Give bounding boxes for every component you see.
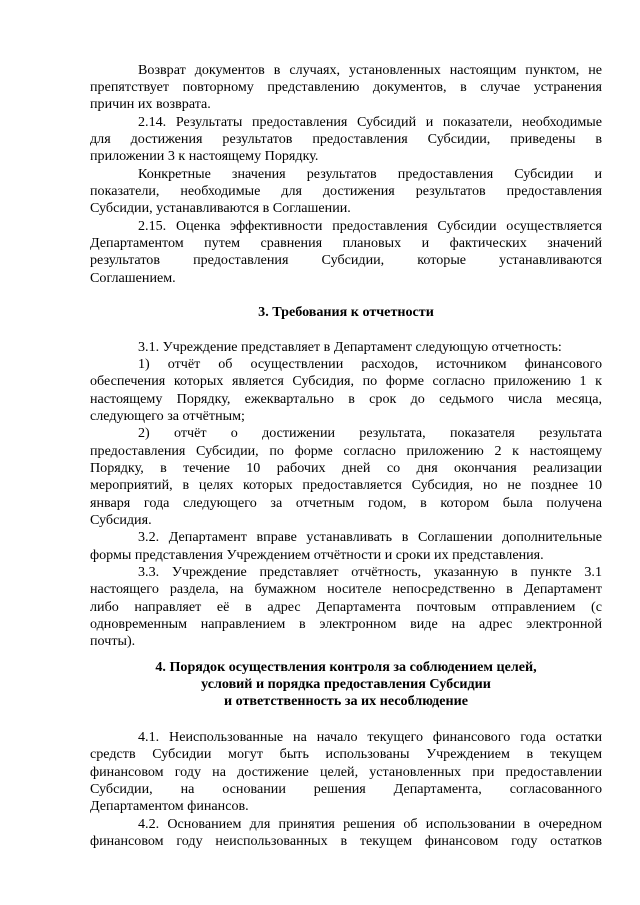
text-line: 4.1. Неиспользованные на начало текущего финансового года остатки <box>138 729 602 745</box>
text-line: приложении 3 к настоящему Порядку. <box>90 148 319 164</box>
text-line: причин их возврата. <box>90 96 211 112</box>
text-line: Департаментом финансов. <box>90 798 249 814</box>
text-line: Субсидии, устанавливаются в Соглашении. <box>90 200 351 216</box>
text-line: Департаментом путем сравнения плановых и фактических значений <box>90 235 602 251</box>
text-line: предоставления Субсидии, по форме согласно приложению 2 к настоящему <box>90 443 602 459</box>
text-line: следующего за отчётным; <box>90 408 245 424</box>
text-line: 4.2. Основанием для принятия решения об использовании в очередном <box>138 816 602 832</box>
text-line: настоящему Порядку, ежеквартально в срок до седьмого числа месяца, <box>90 391 602 407</box>
text-line: 3.3. Учреждение представляет отчётность, указанную в пункте 3.1 <box>138 564 602 580</box>
text-line: почты). <box>90 633 136 649</box>
text-line: препятствует повторному представлению документов, в случае устранения <box>90 79 602 95</box>
text-line: показатели, необходимые для достижения результатов предоставления <box>90 183 602 199</box>
text-line: финансовом году на достижение целей, установленных при предоставлении <box>90 764 602 780</box>
text-line: формы представления Учреждением отчётности и сроки их представления. <box>90 547 544 563</box>
text-line: 2.14. Результаты предоставления Субсидий и показатели, необходимые <box>138 114 602 130</box>
section-heading: условий и порядка предоставления Субсидии <box>201 676 491 692</box>
text-line: Субсидии, на основании решения Департамента, согласованного <box>90 781 602 797</box>
text-line: мероприятий, в целях которых предоставляется Субсидия, но не позднее 10 <box>90 477 602 493</box>
text-line: 2.15. Оценка эффективности предоставления Субсидии осуществляется <box>138 218 602 234</box>
text-line: Возврат документов в случаях, установленных настоящим пунктом, не <box>138 62 602 78</box>
text-line: Конкретные значения результатов предоставления Субсидии и <box>138 166 602 182</box>
text-line: настоящего раздела, на бумажном носителе непосредственно в Департамент <box>90 581 602 597</box>
text-line: средств Субсидии могут быть использованы Учреждением в текущем <box>90 746 602 762</box>
text-line: Соглашением. <box>90 270 176 286</box>
text-line: либо направляет её в адрес Департамента почтовым отправлением (с <box>90 599 602 615</box>
text-line: Субсидия. <box>90 512 152 528</box>
text-line: 1) отчёт об осуществлении расходов, источником финансового <box>138 356 602 372</box>
text-line: одновременным направлением в электронном виде на адрес электронной <box>90 616 602 632</box>
text-line: 3.1. Учреждение представляет в Департамент следующую отчетность: <box>138 339 562 355</box>
section-heading: 3. Требования к отчетности <box>258 304 434 320</box>
text-line: финансовом году неиспользованных в текущем финансовом году остатков <box>90 833 602 849</box>
text-line: обеспечения которых является Субсидия, по форме согласно приложению 1 к <box>90 373 602 389</box>
text-line: Порядку, в течение 10 рабочих дней со дня окончания реализации <box>90 460 602 476</box>
section-heading: и ответственность за их несоблюдение <box>223 693 469 709</box>
section-heading: 4. Порядок осуществления контроля за соблюдением целей, <box>155 659 537 675</box>
text-line: 2) отчёт о достижении результата, показателя результата <box>138 425 602 441</box>
text-line: результатов предоставления Субсидии, которые устанавливаются <box>90 252 602 268</box>
text-line: января года следующего за отчетным годом, в котором была получена <box>90 495 602 511</box>
text-line: 3.2. Департамент вправе устанавливать в Соглашении дополнительные <box>138 529 602 545</box>
text-line: для достижения результатов предоставления Субсидии, приведены в <box>90 131 602 147</box>
